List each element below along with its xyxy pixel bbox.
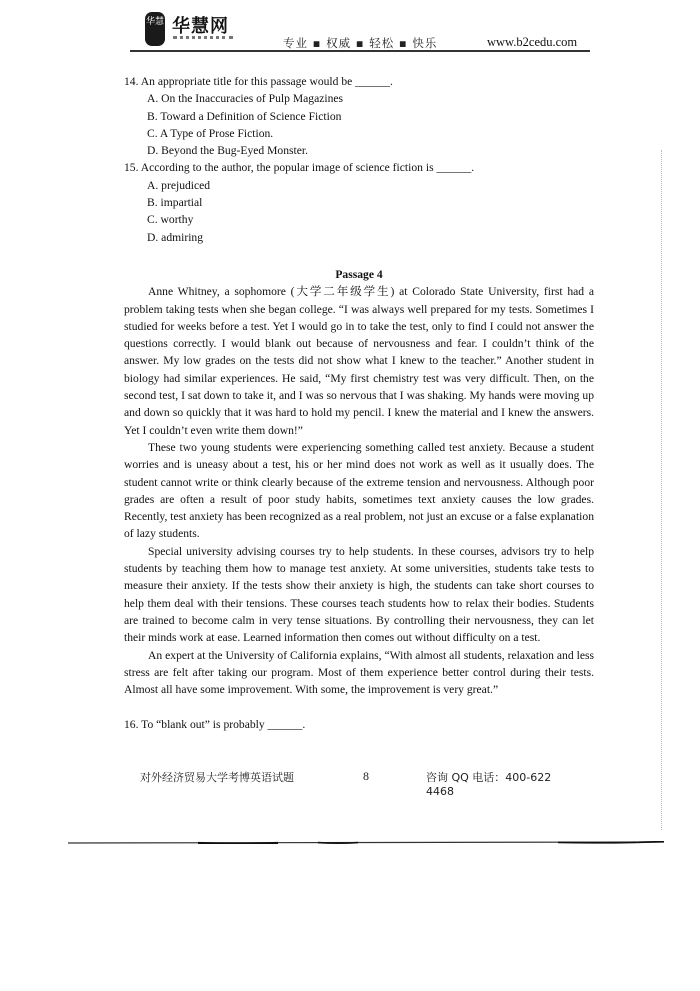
- footer-contact: 咨询 QQ 电话：400-622 4468: [426, 771, 552, 798]
- question-15: [124, 159, 594, 245]
- option: B. Toward a Definition of Science Fiction: [147, 109, 342, 123]
- passage-paragraph: These two young students were experiencing something called test anxiety. Because a student worries and is uneasy about a test, his or her mind does not work as well as it usually does. The student cannot write or think clearly because of the extreme tension and nervousness. Although poor grades are often a result of poor study habits, sometimes text anxiety causes the low grades. Recently, test anxiety has been recognized as a real problem, not just an excuse or a false explanation of lazy students.: [124, 440, 594, 541]
- page-number: 8: [363, 769, 369, 783]
- header-url: www.b2cedu.com: [487, 35, 578, 49]
- option: A. On the Inaccuracies of Pulp Magazines: [147, 92, 344, 106]
- option: D. admiring: [147, 230, 204, 244]
- option: A. prejudiced: [147, 178, 211, 192]
- header-divider: [130, 50, 590, 52]
- page-header: [0, 0, 700, 48]
- logo-badge-icon: 华慧: [145, 12, 165, 46]
- passage-paragraph: Anne Whitney, a sophomore (大学二年级学生) at Colorado State University, first had a problem taking tests when she began college. “I was always well prepared for my tests. Sometimes I studied for weeks before a test. Yet I would go in to take the test, only to find I could not answer the questions correctly. I would blank out because of nervousness and fear. I couldn’t think of the answer. My low grades on the tests did not show what I knew to the teacher.” Another student in biology had similar experiences. He said, “My first chemistry test was very difficult. Then, on the second test, I sat down to take it, and I was so nervous that I was shaking. My hands were moving up and down so quickly that it was hard to hold my pencil. I knew the material and I knew the answers. Yet I couldn’t even write them down!”: [124, 285, 594, 437]
- option: B. impartial: [147, 196, 203, 210]
- page-content: [124, 73, 594, 734]
- question-14: [124, 73, 594, 159]
- bottom-divider: [68, 841, 664, 844]
- option: D. Beyond the Bug-Eyed Monster.: [147, 144, 309, 158]
- header-slogan: 专业 ▪ 权威 ▪ 轻松 ▪ 快乐: [283, 36, 438, 50]
- question-16-stem: 16. To “blank out” is probably ______.: [124, 718, 306, 732]
- question-stem: 14. An appropriate title for this passage would be ______.: [124, 75, 393, 88]
- logo-subtitle-mark: [173, 36, 233, 42]
- footer-exam-title: 对外经济贸易大学考博英语试题: [140, 771, 294, 784]
- passage-paragraph: Special university advising courses try to help students. In these courses, advisors try to help students by teaching them how to manage test anxiety. At some universities, students take tests to measure their anxiety. If the tests show their anxiety is high, the students can take short courses to help them deal with their tensions. These courses teach students how to relax their bodies. Students are trained to become calm in very tense situations. By controlling their nervousness, they can let their minds work at ease. Learned information then comes out without difficulty on a test.: [124, 544, 594, 645]
- scan-edge-marks: [661, 150, 664, 830]
- logo-name: 华慧网: [172, 16, 229, 37]
- passage-paragraph: An expert at the University of California explains, “With almost all students, relaxation and less stress are felt after taking our program. Most of them experience better control during their tests. Almost all have some improvement. With some, the improvement is very great.”: [124, 648, 594, 697]
- site-logo: [145, 12, 275, 48]
- question-stem: 15. According to the author, the popular image of science fiction is ______.: [124, 161, 475, 175]
- option: C. A Type of Prose Fiction.: [147, 126, 274, 140]
- option: C. worthy: [147, 213, 194, 227]
- passage-title: Passage 4: [335, 267, 383, 281]
